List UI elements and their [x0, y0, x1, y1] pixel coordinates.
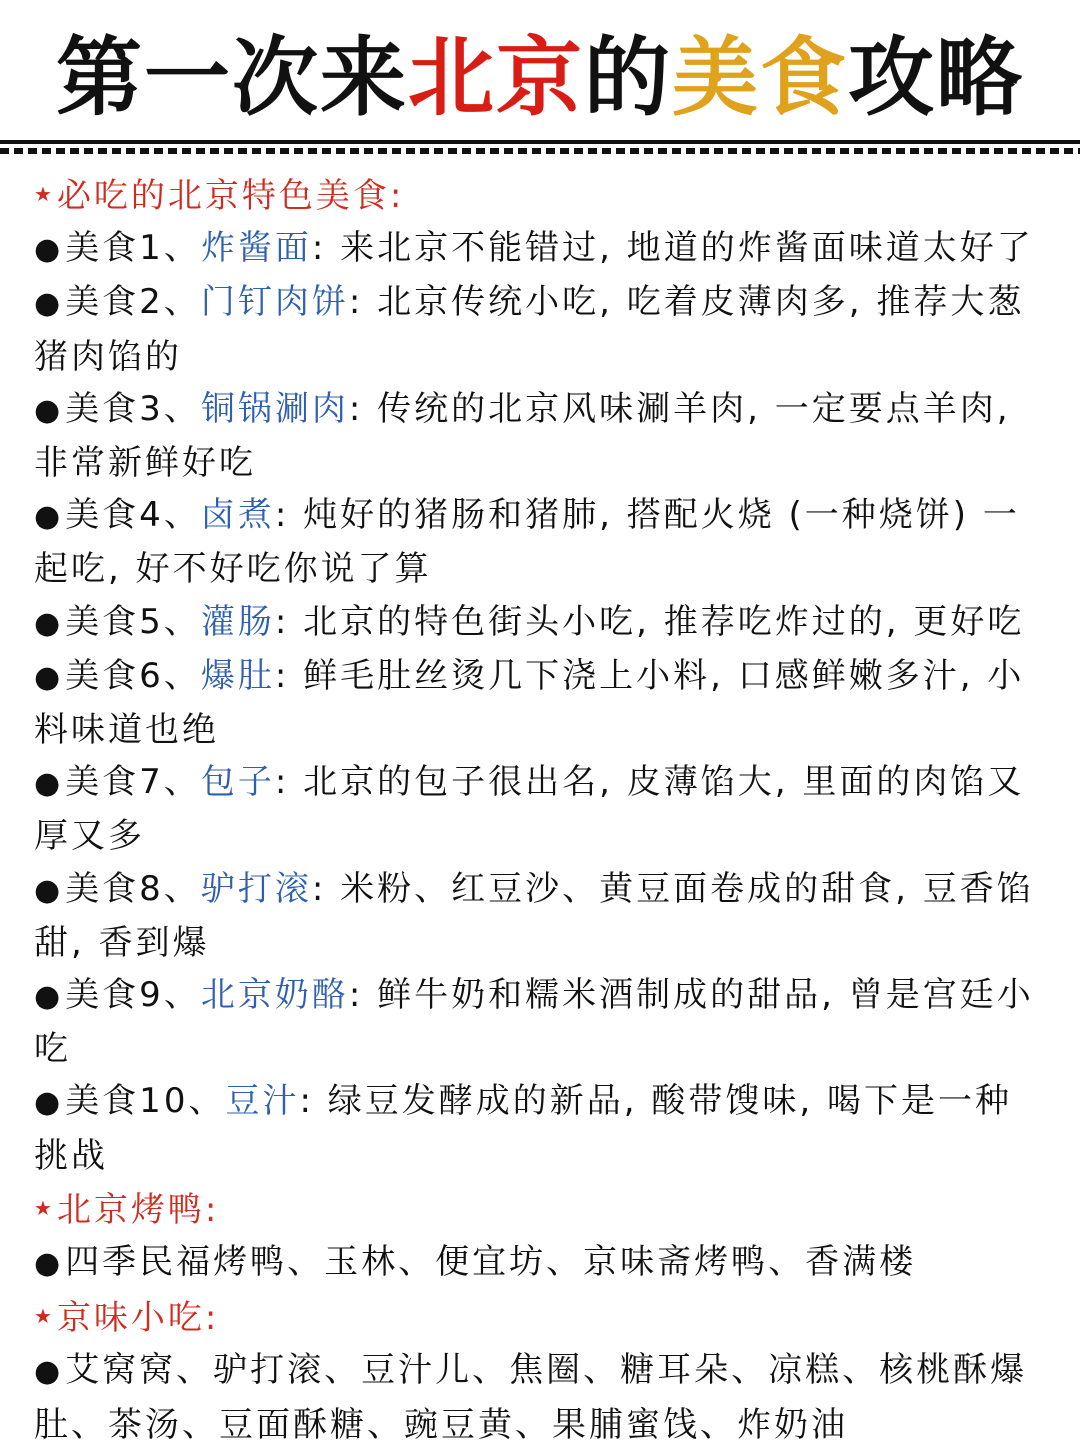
food-name: 灌肠 — [200, 601, 275, 642]
food-name: 北京奶酪 — [200, 975, 349, 1016]
food-prefix: 美食3、 — [65, 388, 201, 429]
food-name: 豆汁 — [225, 1081, 300, 1122]
bullet-icon: ● — [34, 232, 64, 268]
bullet-icon: ● — [34, 659, 64, 695]
food-item-line — [34, 969, 1046, 1023]
food-desc-continued: 料味道也绝 — [34, 710, 219, 751]
food-item-line — [34, 596, 1046, 650]
food-desc-continued: 非常新鲜好吃 — [34, 443, 256, 484]
bullet-icon: ● — [34, 1354, 64, 1390]
food-prefix: 美食5、 — [65, 601, 201, 642]
star-icon: ★ — [34, 1304, 55, 1329]
food-name: 驴打滚 — [200, 868, 312, 909]
title-part-beijing: 北京 — [408, 27, 584, 128]
bullet-icon: ● — [34, 605, 64, 641]
section-title: 北京烤鸭: — [56, 1189, 220, 1230]
food-desc: : 炖好的猪肠和猪肺, 搭配火烧 (一种烧饼) 一 — [274, 495, 1020, 536]
food-desc: : 绿豆发酵成的新品, 酸带馊味, 喝下是一种 — [299, 1081, 1012, 1122]
food-name: 爆肚 — [200, 655, 275, 696]
food-item-3 — [34, 383, 1046, 489]
snacks-text: 艾窝窝、驴打滚、豆汁儿、焦圈、糖耳朵、凉糕、核桃酥爆 — [65, 1350, 1028, 1391]
section-header-must-eat — [34, 168, 1046, 222]
food-prefix: 美食9、 — [65, 975, 201, 1016]
food-desc: : 北京的特色街头小吃, 推荐吃炸过的, 更好吃 — [274, 601, 1025, 642]
content — [0, 154, 1080, 1451]
food-desc: : 来北京不能错过, 地道的炸酱面味道太好了 — [311, 228, 1034, 269]
section-title: 京味小吃: — [56, 1298, 220, 1339]
food-desc: : 米粉、红豆沙、黄豆面卷成的甜食, 豆香馅 — [311, 868, 1034, 909]
food-prefix: 美食7、 — [65, 762, 201, 803]
roast-duck-text: 四季民福烤鸭、玉林、便宜坊、京味斋烤鸭、香满楼 — [65, 1242, 917, 1283]
food-desc-continued: 厚又多 — [34, 816, 145, 857]
snacks-list-continued: 肚、茶汤、豆面酥糖、豌豆黄、果脯蜜饯、炸奶油 — [34, 1404, 848, 1445]
bullet-icon: ● — [34, 392, 64, 428]
food-item-line — [34, 276, 1046, 330]
bullet-icon: ● — [34, 286, 64, 322]
food-item-5 — [34, 596, 1046, 650]
food-item-line — [34, 222, 1046, 276]
bullet-icon: ● — [34, 1085, 64, 1121]
food-prefix: 美食8、 — [65, 868, 201, 909]
bullet-icon: ● — [34, 499, 64, 535]
section-header-roast-duck — [34, 1182, 1046, 1236]
food-name: 包子 — [200, 762, 275, 803]
bullet-icon: ● — [34, 766, 64, 802]
bullet-icon: ● — [34, 872, 64, 908]
food-item-2 — [34, 276, 1046, 382]
food-item-6 — [34, 650, 1046, 756]
star-icon: ★ — [34, 1195, 55, 1220]
food-prefix: 美食4、 — [65, 495, 201, 536]
title-rule-solid — [0, 140, 1080, 144]
food-prefix: 美食6、 — [65, 655, 201, 696]
star-icon: ★ — [34, 182, 55, 206]
title-banner — [0, 0, 1080, 140]
food-desc-continued: 挑战 — [34, 1135, 108, 1176]
food-name: 炸酱面 — [200, 228, 312, 269]
food-item-line — [34, 650, 1046, 704]
roast-duck-list — [34, 1236, 1046, 1290]
food-item-line — [34, 1075, 1046, 1129]
food-item-8 — [34, 863, 1046, 969]
food-item-10 — [34, 1075, 1046, 1181]
food-item-4 — [34, 489, 1046, 595]
food-item-1 — [34, 222, 1046, 276]
food-prefix: 美食2、 — [65, 282, 201, 323]
food-desc-continued: 起吃, 好不好吃你说了算 — [34, 549, 432, 590]
food-name: 铜锅涮肉 — [200, 388, 349, 429]
food-item-line — [34, 383, 1046, 437]
food-item-line — [34, 489, 1046, 543]
food-desc-continued: 猪肉馅的 — [34, 336, 182, 377]
title-part-food: 美食 — [672, 27, 848, 128]
food-item-line — [34, 756, 1046, 810]
food-prefix: 美食1、 — [65, 228, 201, 269]
food-item-7 — [34, 756, 1046, 862]
food-desc: : 北京传统小吃, 吃着皮薄肉多, 推荐大葱 — [348, 282, 1025, 323]
food-prefix: 美食10、 — [65, 1081, 226, 1122]
food-desc: : 鲜毛肚丝烫几下浇上小料, 口感鲜嫩多汁, 小 — [274, 655, 1025, 696]
bullet-icon: ● — [34, 979, 64, 1015]
food-item-9 — [34, 969, 1046, 1075]
food-desc: : 北京的包子很出名, 皮薄馅大, 里面的肉馅又 — [274, 762, 1025, 803]
food-desc: : 传统的北京风味涮羊肉, 一定要点羊肉, — [348, 388, 1011, 429]
food-desc: : 鲜牛奶和糯米酒制成的甜品, 曾是宫廷小 — [348, 975, 1034, 1016]
food-name: 门钉肉饼 — [200, 282, 349, 323]
section-header-snacks — [34, 1290, 1046, 1344]
title-part-5: 攻略 — [848, 27, 1024, 128]
bullet-icon: ● — [34, 1246, 64, 1282]
food-name: 卤煮 — [200, 495, 275, 536]
title-part-3: 的 — [584, 27, 672, 128]
food-desc-continued: 吃 — [34, 1029, 71, 1070]
section-title: 必吃的北京特色美食: — [56, 176, 405, 216]
title-part-1: 第一次来 — [56, 27, 408, 128]
snacks-list — [34, 1344, 1046, 1398]
food-desc-continued: 甜, 香到爆 — [34, 922, 210, 963]
food-item-line — [34, 863, 1046, 917]
